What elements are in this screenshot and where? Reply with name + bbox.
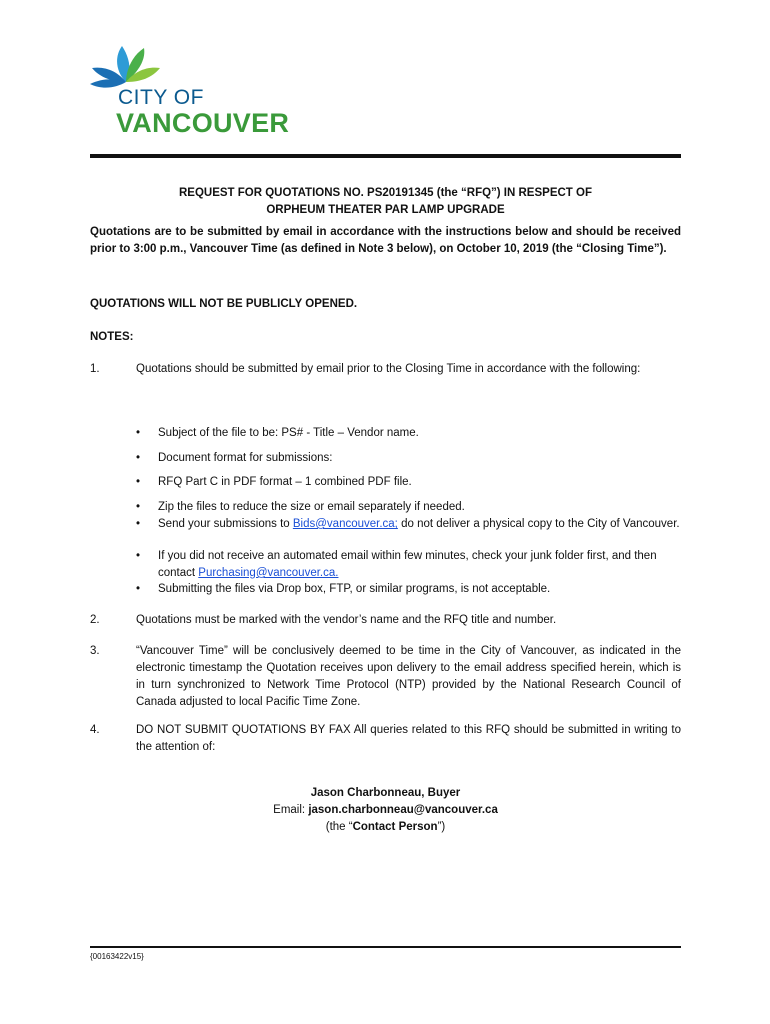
- bullet-icon: •: [136, 476, 141, 488]
- bottom-rule: [90, 946, 681, 948]
- bullet-text: [158, 516, 681, 533]
- note-number: 2.: [90, 614, 100, 626]
- note-number: 3.: [90, 645, 100, 657]
- bullet-icon: •: [136, 427, 141, 439]
- bullet-icon: •: [136, 583, 141, 595]
- note-text: Quotations should be submitted by email prior to the Closing Time in accordance with the following:: [136, 363, 641, 375]
- notes-heading: NOTES:: [90, 331, 134, 343]
- contact-name: Jason Charbonneau, Buyer: [310, 787, 461, 799]
- bullet-text: [158, 548, 681, 582]
- logo-city-of: CITY OF: [118, 86, 204, 109]
- bids-email-link[interactable]: Bids@vancouver.ca;: [292, 518, 398, 530]
- bullet-text-post: do not deliver a physical copy to the City of Vancouver.: [397, 518, 680, 530]
- bullet-text-pre: Send your submissions to: [158, 518, 293, 530]
- role-post: ”): [437, 821, 446, 833]
- not-opened-notice: QUOTATIONS WILL NOT BE PUBLICLY OPENED.: [90, 298, 358, 310]
- bullet-icon: •: [136, 518, 141, 530]
- bullet-text: Submitting the files via Drop box, FTP, or similar programs, is not acceptable.: [158, 583, 551, 595]
- leaf-icon: [90, 46, 160, 88]
- role-pre: (the “: [325, 821, 353, 833]
- purchasing-email-link[interactable]: Purchasing@vancouver.ca.: [198, 567, 339, 579]
- bullet-text-pre: If you did not receive an automated email within few minutes, check your junk folder first, and then contact: [158, 550, 657, 579]
- note-text: “Vancouver Time” will be conclusively deemed to be time in the City of Vancouver, as indicated in the electronic timestamp the Quotation receives upon delivery to the email address specified herein, which is in turn synchronized to Network Time Protocol (NTP) provided by the National Research Council of Canada adjusted to local Pacific Time Zone.: [136, 645, 681, 708]
- logo-vancouver: VANCOUVER: [116, 108, 290, 138]
- contact-email[interactable]: jason.charbonneau@vancouver.ca: [308, 804, 498, 816]
- title-line-1: REQUEST FOR QUOTATIONS NO. PS20191345 (the “RFQ”) IN RESPECT OF: [178, 187, 592, 199]
- note-text: DO NOT SUBMIT QUOTATIONS BY FAX All queries related to this RFQ should be submitted in writing to the attention of:: [136, 724, 681, 753]
- email-label: Email:: [273, 804, 306, 816]
- bullet-text: Document format for submissions:: [158, 452, 333, 464]
- note-number: 1.: [90, 363, 100, 375]
- contact-email-line: [90, 802, 681, 819]
- title-line-2: ORPHEUM THEATER PAR LAMP UPGRADE: [266, 204, 505, 216]
- bullet-icon: •: [136, 452, 141, 464]
- bullet-text: RFQ Part C in PDF format – 1 combined PDF file.: [158, 476, 412, 488]
- contact-role: Contact Person: [352, 821, 438, 833]
- top-rule: [90, 154, 681, 158]
- bullet-icon: •: [136, 550, 141, 562]
- bullet-icon: •: [136, 501, 141, 513]
- bullet-text: Zip the files to reduce the size or email separately if needed.: [158, 501, 465, 513]
- contact-role-line: [90, 819, 681, 836]
- note-text: Quotations must be marked with the vendor’s name and the RFQ title and number.: [136, 614, 557, 626]
- bullet-text: Subject of the file to be: PS# - Title – Vendor name.: [158, 427, 419, 439]
- document-id: {00163422v15}: [90, 952, 144, 961]
- intro-paragraph: Quotations are to be submitted by email in accordance with the instructions below and should be received prior to 3:00 p.m., Vancouver Time (as defined in Note 3 below), on October 10, 2019 (the “Closing Time”).: [90, 226, 681, 255]
- note-number: 4.: [90, 724, 100, 736]
- document-title: [90, 185, 681, 219]
